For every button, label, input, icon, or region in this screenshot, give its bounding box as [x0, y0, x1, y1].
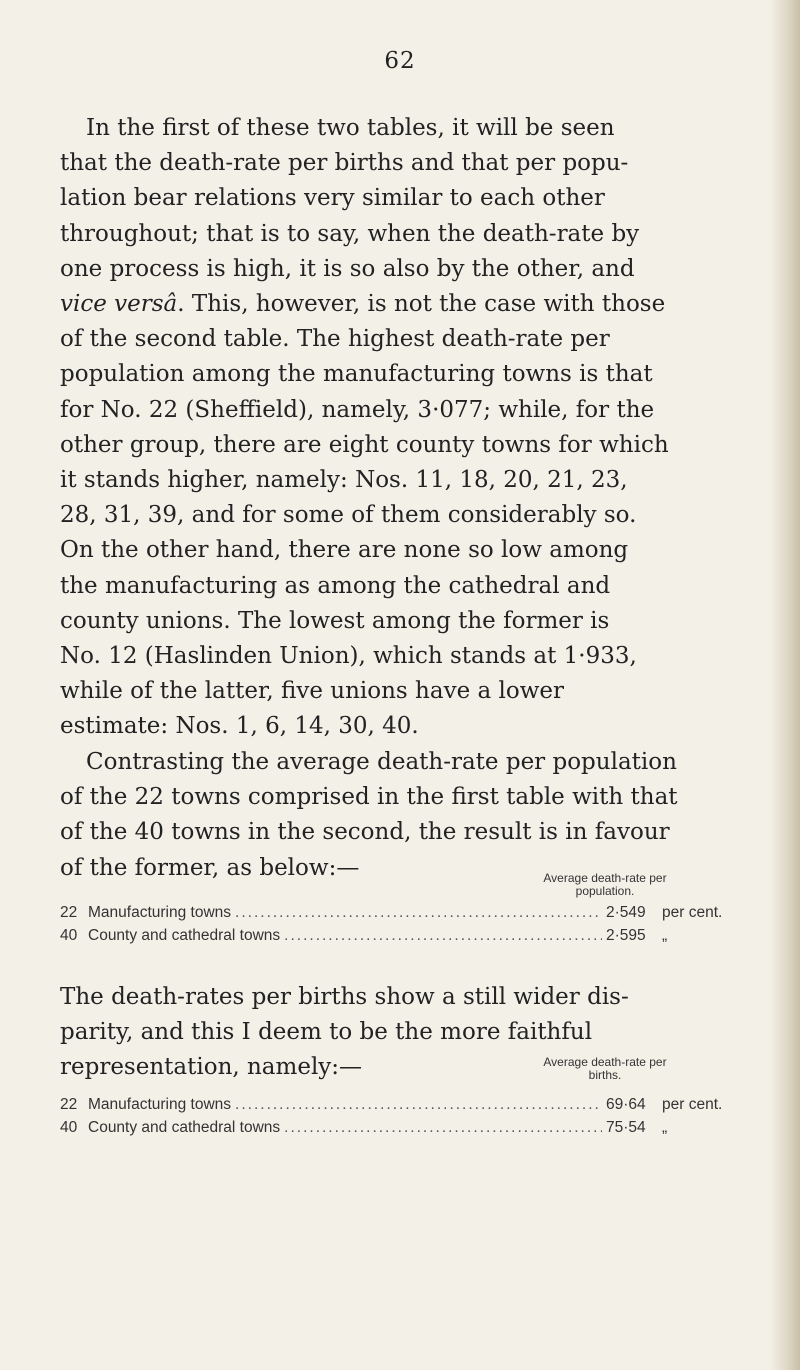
row-label: County and cathedral towns: [88, 1119, 281, 1136]
text-line: it stands higher, namely: Nos. 11, 18, 20, 21, 23,: [60, 467, 628, 494]
row-value: 69·64: [606, 1096, 646, 1113]
table-column-header: [520, 1056, 690, 1082]
page-number: 62: [384, 48, 416, 74]
row-value: 75·54: [606, 1119, 646, 1136]
text-line: The death-rates per births show a still wider dis-: [60, 984, 629, 1010]
row-unit: per cent.: [662, 1096, 723, 1113]
table-row: [60, 1096, 740, 1119]
table-column-header: [520, 872, 690, 898]
header-line: Average death-rate per: [543, 871, 667, 885]
row-number: 22: [60, 1096, 78, 1113]
text-line: the manufacturing as among the cathedral and: [60, 572, 611, 599]
dot-leader: [284, 1119, 602, 1137]
italic-phrase: vice versâ: [60, 291, 178, 318]
header-line: Average death-rate per: [543, 1055, 667, 1069]
table-row: [60, 904, 740, 927]
text-line: In the first of these two tables, it will be seen: [86, 115, 615, 141]
row-number: 22: [60, 904, 78, 921]
text-line: of the 40 towns in the second, the result is in favour: [60, 819, 670, 846]
row-label: Manufacturing towns: [88, 904, 232, 921]
text-line: vice versâ. This, however, is not the case with those: [60, 291, 666, 318]
row-unit: „: [662, 927, 668, 944]
text-line: population among the manufacturing towns is that: [60, 361, 653, 388]
dot-leader: [284, 927, 602, 945]
text-line: that the death-rate per births and that per popu-: [60, 150, 629, 177]
row-label: Manufacturing towns: [88, 1096, 232, 1113]
death-rate-per-births-table: [60, 1056, 740, 1156]
text-line: of the 22 towns comprised in the first table with that: [60, 784, 678, 811]
text-line: throughout; that is to say, when the death-rate by: [60, 220, 640, 247]
dot-leader: [235, 1096, 602, 1114]
text-line: for No. 22 (Sheffield), namely, 3·077; while, for the: [60, 396, 655, 423]
text-line: other group, there are eight county towns for which: [60, 431, 669, 458]
row-number: 40: [60, 927, 78, 944]
row-value: 2·549: [606, 904, 646, 921]
page-edge-shadow: [770, 0, 800, 1370]
paragraph-1: [60, 111, 740, 745]
dot-leader: [235, 904, 602, 922]
text-line: representation, namely:—: [60, 1054, 363, 1081]
text-line: On the other hand, there are none so low among: [60, 537, 629, 564]
text-line: parity, and this I deem to be the more faithful: [60, 1019, 593, 1046]
row-value: 2·595: [606, 927, 646, 944]
text-line: estimate: Nos. 1, 6, 14, 30, 40.: [60, 713, 419, 740]
text-line: lation bear relations very similar to each other: [60, 185, 605, 212]
row-unit: per cent.: [662, 904, 723, 921]
row-number: 40: [60, 1119, 78, 1136]
text-line: 28, 31, 39, and for some of them considerably so.: [60, 502, 637, 529]
text-line: county unions. The lowest among the former is: [60, 607, 610, 634]
row-label: County and cathedral towns: [88, 927, 281, 944]
text-line: of the former, as below:—: [60, 854, 360, 881]
text-line: one process is high, it is so also by the other, and: [60, 255, 635, 282]
text-line: Contrasting the average death-rate per population: [86, 749, 677, 775]
table-row: [60, 1119, 740, 1142]
paragraph-2: [60, 745, 740, 886]
text-line: of the second table. The highest death-rate per: [60, 326, 610, 353]
header-line: births.: [588, 1068, 622, 1082]
row-unit: „: [662, 1119, 668, 1136]
text-line: No. 12 (Haslinden Union), which stands at 1·933,: [60, 643, 637, 670]
death-rate-per-population-table: [60, 872, 740, 962]
table-row: [60, 927, 740, 950]
text-line: while of the latter, five unions have a lower: [60, 678, 565, 705]
header-line: population.: [575, 884, 635, 898]
